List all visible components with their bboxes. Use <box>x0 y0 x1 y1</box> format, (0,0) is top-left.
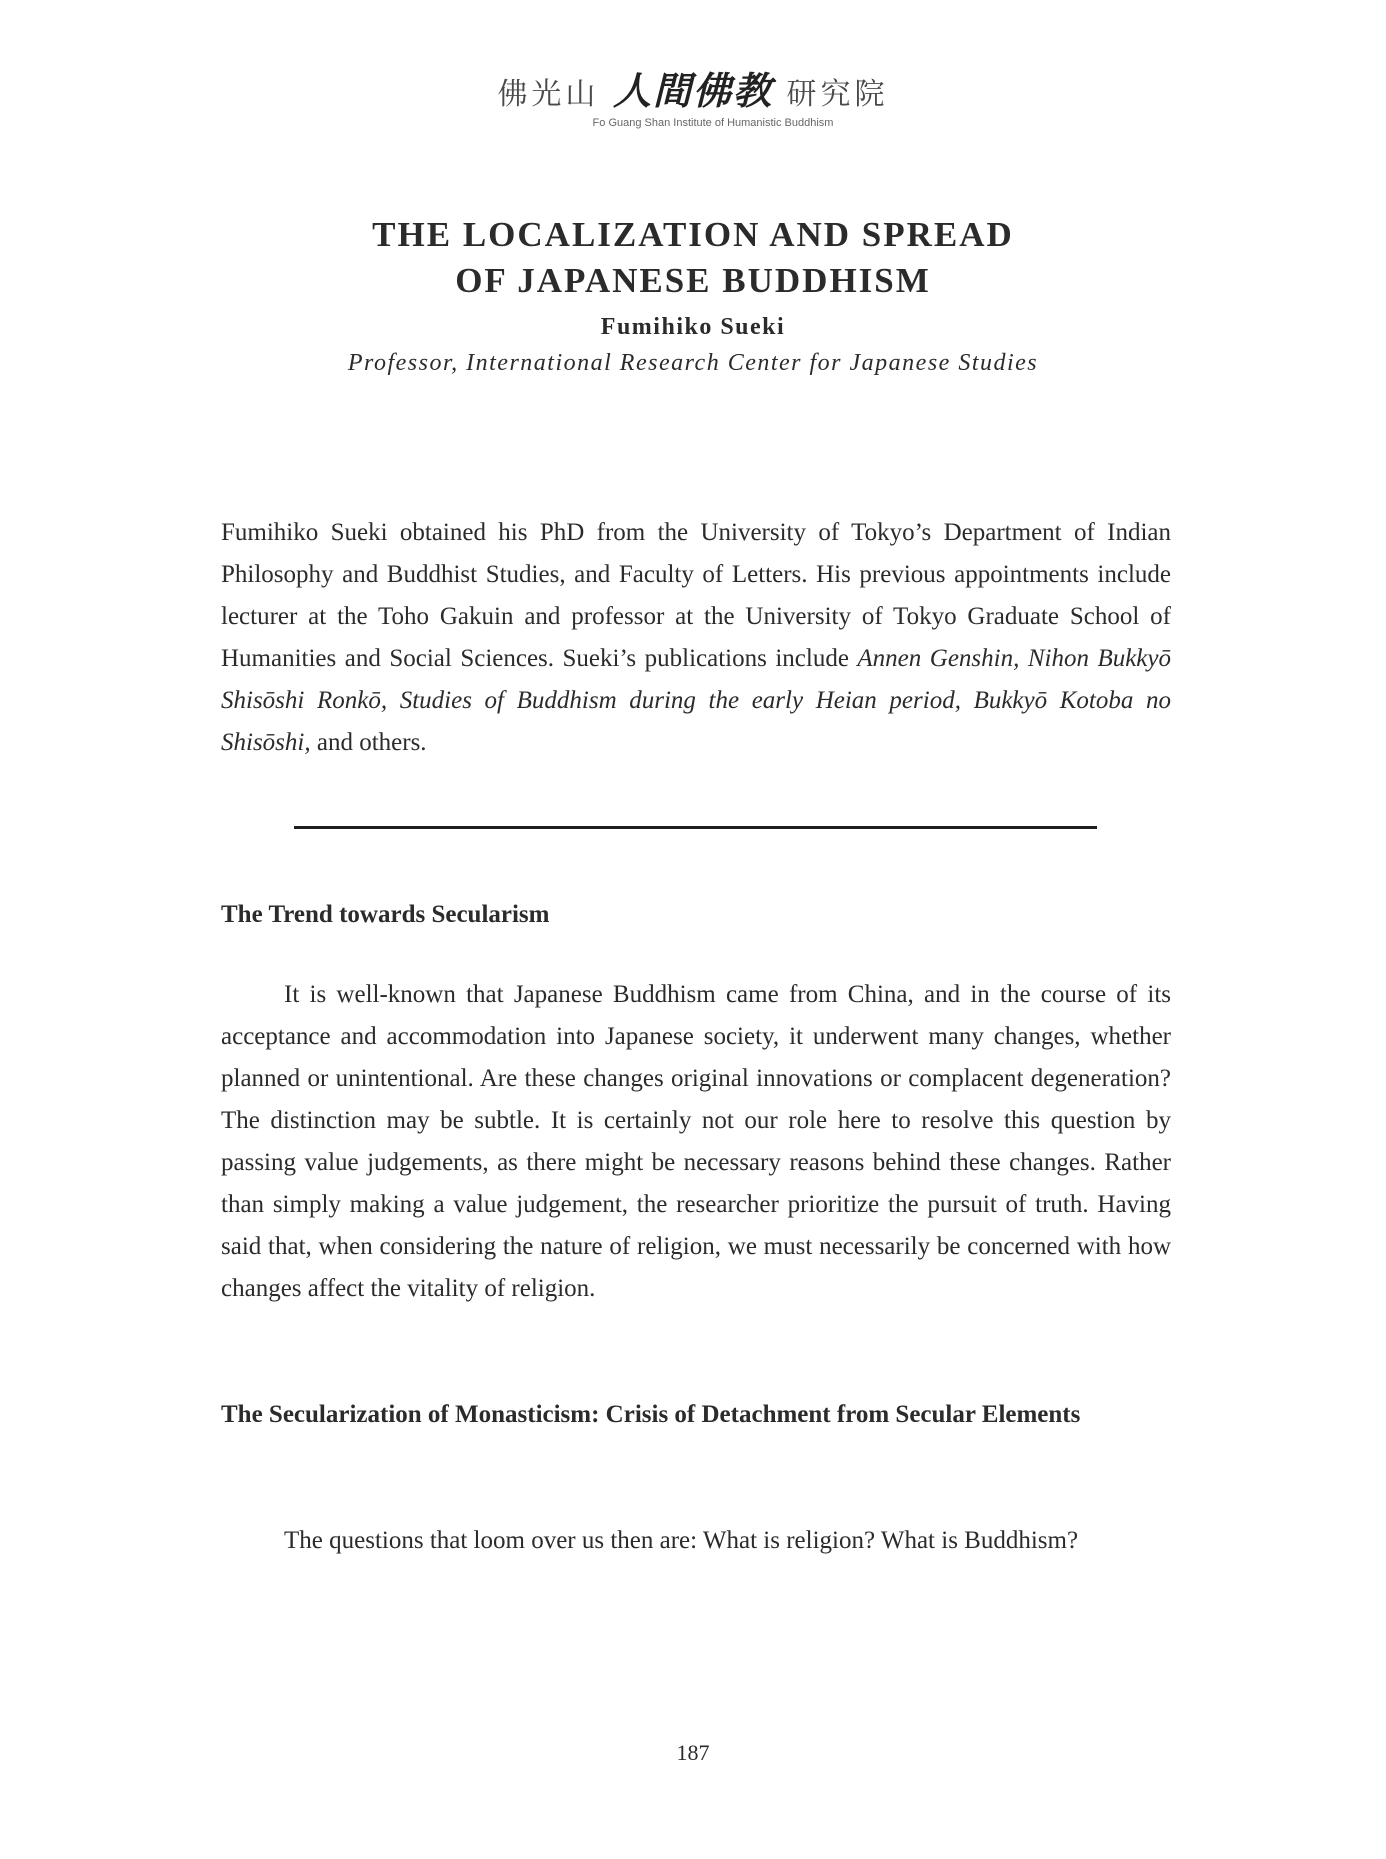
title-line-2: OF JAPANESE BUDDHISM <box>455 261 931 300</box>
bio-text-after: and others. <box>310 729 427 756</box>
logo-cn-right: 研究院 <box>786 77 889 112</box>
section-paragraph-secularism: It is well-known that Japanese Buddhism came from China, and in the course of its acceptance and accommodation into Japanese society, it underwent many changes, whether planned or unintentional. Are these changes original innovations or complacent degeneration? The distinction may be subtle. It is certainly not our role here to resolve this question by passing value judgements, as there might be necessary reasons behind these changes. Rather than simply making a value judgement, the researcher prioritize the pursuit of truth. Having said that, when considering the nature of religion, we must necessarily be concerned with how changes affect the vitality of religion. <box>221 981 1171 1302</box>
logo-cn-left: 佛光山 <box>497 77 600 112</box>
logo-cn-brand: 人間佛教 <box>612 68 773 113</box>
page-number: 187 <box>676 1740 710 1765</box>
section-heading-secularism: The Trend towards Secularism <box>221 901 550 928</box>
page-header <box>0 60 1386 129</box>
bio-works: Annen Genshin, Nihon Bukkyō Shisōshi Ronkō, Studies of Buddhism during the early Heian period, Bukkyō Kotoba no Shisōshi, <box>221 645 1172 756</box>
section-heading-monasticism: The Secularization of Monasticism: Crisis of Detachment from Secular Elements <box>221 1401 1081 1428</box>
section-divider <box>294 826 1097 829</box>
institute-logo-english: Fo Guang Shan Institute of Humanistic Buddhism <box>592 117 834 129</box>
author-affiliation: Professor, International Research Center for Japanese Studies <box>347 350 1039 376</box>
author-bio <box>221 512 1171 764</box>
author-name: Fumihiko Sueki <box>600 314 786 340</box>
bio-text-before: Fumihiko Sueki obtained his PhD from the University of Tokyo’s Department of Indian Philosophy and Buddhist Studies, and Faculty of Letters. His previous appointments include lecturer at the Toho Gakuin and professor at the University of Tokyo Graduate School of Humanities and Social Sciences. Sueki’s publications include <box>221 519 1171 672</box>
article-title <box>0 212 1386 304</box>
section-paragraph-monasticism: The questions that loom over us then are: What is religion? What is Buddhism? <box>284 1527 1079 1554</box>
institute-logo-chinese <box>0 60 1386 115</box>
title-line-1: THE LOCALIZATION AND SPREAD <box>372 215 1014 254</box>
